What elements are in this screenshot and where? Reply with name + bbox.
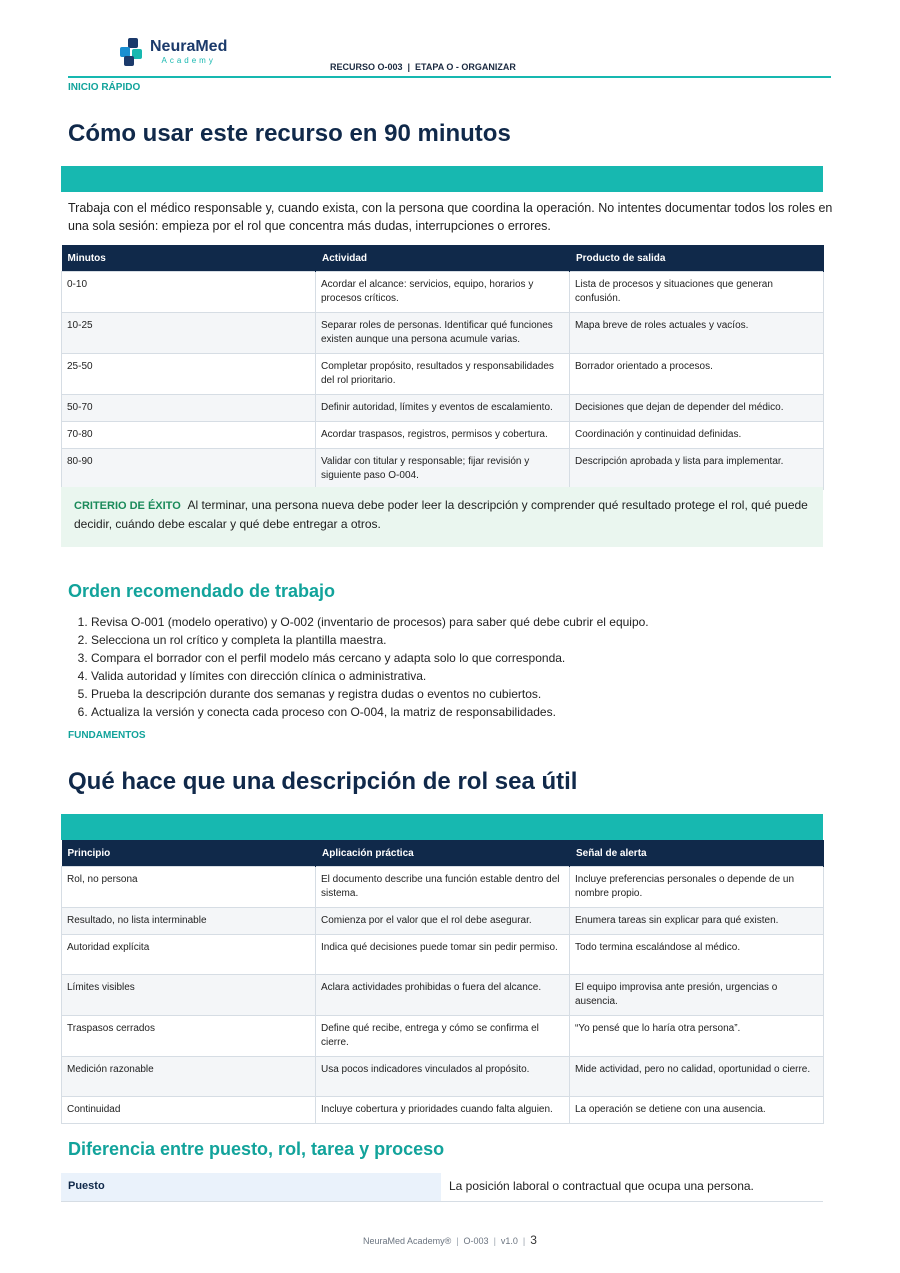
table-cell: Incluye preferencias personales o depende de un nombre propio. <box>570 867 824 908</box>
footer-version: v1.0 <box>500 1236 518 1246</box>
table-cell: Límites visibles <box>62 975 316 1016</box>
table-cell: El equipo improvisa ante presión, urgencias o ausencia. <box>570 975 824 1016</box>
callout-text: Al terminar, una persona nueva debe poder leer la descripción y comprender qué resultado protege el rol, qué puede decidir, cuándo debe escalar y qué debe entregar a otros. <box>74 498 808 531</box>
logo-cubes-icon <box>120 38 146 66</box>
section-heading-order: Orden recomendado de trabajo <box>68 581 336 601</box>
table-row <box>62 1057 824 1097</box>
table-cell: Medición razonable <box>62 1057 316 1097</box>
timing-table <box>61 245 824 490</box>
section-kicker-fundamentals: FUNDAMENTOS <box>68 730 146 741</box>
table-cell: Descripción aprobada y lista para implementar. <box>570 449 824 490</box>
table-cell: Define qué recibe, entrega y cómo se confirma el cierre. <box>316 1016 570 1057</box>
brand-logo <box>120 38 227 66</box>
table-cell: El documento describe una función estable dentro del sistema. <box>316 867 570 908</box>
table-cell: Validar con titular y responsable; fijar revisión y siguiente paso O-004. <box>316 449 570 490</box>
steps-list <box>68 613 851 721</box>
logo-name: NeuraMed <box>150 38 228 55</box>
table-cell: 0-10 <box>62 272 316 313</box>
list-item: 5. Prueba la descripción durante dos semanas y registra dudas o eventos no cubiertos. <box>91 685 851 703</box>
table-cell: Indica qué decisiones puede tomar sin pedir permiso. <box>316 935 570 975</box>
intro-paragraph: Trabaja con el médico responsable y, cuando exista, con la persona que coordina la operación. No intentes documentar todos los roles en una sola sesión: empieza por el rol que concentra más dudas, interrupciones o errores. <box>68 201 833 233</box>
principles-table <box>61 840 824 1124</box>
table-cell: Continuidad <box>62 1097 316 1124</box>
table-row <box>62 1016 824 1057</box>
table-cell: Completar propósito, resultados y responsabilidades del rol prioritario. <box>316 354 570 395</box>
list-item: 1. Revisa O-001 (modelo operativo) y O-002 (inventario de procesos) para saber qué debe cubrir el equipo. <box>91 613 851 631</box>
table-row <box>62 422 824 449</box>
page-footer: NeuraMed Academy® | O-003 | v1.0 | 3 <box>363 1233 537 1247</box>
table-cell: Comienza por el valor que el rol debe asegurar. <box>316 908 570 935</box>
footer-brand: NeuraMed Academy® <box>363 1236 452 1246</box>
table-header-row <box>62 245 824 272</box>
table-header-row <box>62 840 824 867</box>
header-title: RECURSO O-003 | ETAPA O - ORGANIZAR <box>330 62 516 72</box>
definition-row <box>61 1173 823 1202</box>
section-heading-differences: Diferencia entre puesto, rol, tarea y proceso <box>68 1139 445 1159</box>
success-criterion-callout <box>61 487 823 547</box>
table-cell: Todo termina escalándose al médico. <box>570 935 824 975</box>
column-header: Aplicación práctica <box>316 840 570 867</box>
table-cell: Enumera tareas sin explicar para qué existen. <box>570 908 824 935</box>
definition-term: Puesto <box>61 1173 441 1201</box>
table-row <box>62 313 824 354</box>
table-cell: 70-80 <box>62 422 316 449</box>
header-divider <box>68 76 831 78</box>
table-cell: Acordar traspasos, registros, permisos y cobertura. <box>316 422 570 449</box>
table-cell: Usa pocos indicadores vinculados al propósito. <box>316 1057 570 1097</box>
footer-code: O-003 <box>463 1236 489 1246</box>
logo-subtitle: Academy <box>161 56 216 65</box>
column-header: Minutos <box>62 245 316 272</box>
table-cell: 50-70 <box>62 395 316 422</box>
table-cell: Lista de procesos y situaciones que generan confusión. <box>570 272 824 313</box>
table-row <box>62 935 824 975</box>
table-cell: Decisiones que dejan de depender del médico. <box>570 395 824 422</box>
table-row <box>62 354 824 395</box>
table-cell: Coordinación y continuidad definidas. <box>570 422 824 449</box>
table-cell: “Yo pensé que lo haría otra persona”. <box>570 1016 824 1057</box>
column-header: Señal de alerta <box>570 840 824 867</box>
definition-text: La posición laboral o contractual que ocupa una persona. <box>449 1179 754 1193</box>
callout-tag: CRITERIO DE ÉXITO <box>74 500 181 512</box>
table-cell: Mapa breve de roles actuales y vacíos. <box>570 313 824 354</box>
table-cell: 10-25 <box>62 313 316 354</box>
section-banner <box>61 814 823 840</box>
table-cell: Rol, no persona <box>62 867 316 908</box>
table-row <box>62 867 824 908</box>
table-cell: Aclara actividades prohibidas o fuera del alcance. <box>316 975 570 1016</box>
page-title: Cómo usar este recurso en 90 minutos <box>68 120 511 147</box>
table-cell: Borrador orientado a procesos. <box>570 354 824 395</box>
column-header: Principio <box>62 840 316 867</box>
list-item: 4. Valida autoridad y límites con dirección clínica o administrativa. <box>91 667 851 685</box>
table-cell: Definir autoridad, límites y eventos de escalamiento. <box>316 395 570 422</box>
table-cell: 25-50 <box>62 354 316 395</box>
section-kicker-quickstart: INICIO RÁPIDO <box>68 82 141 93</box>
section-banner <box>61 166 823 192</box>
table-cell: Autoridad explícita <box>62 935 316 975</box>
table-row <box>62 395 824 422</box>
column-header: Producto de salida <box>570 245 824 272</box>
table-row <box>62 449 824 490</box>
table-row <box>62 908 824 935</box>
list-item: 2. Selecciona un rol crítico y completa la plantilla maestra. <box>91 631 851 649</box>
list-item: 6. Actualiza la versión y conecta cada proceso con O-004, la matriz de responsabilidades. <box>91 703 851 721</box>
section-title-fundamentals: Qué hace que una descripción de rol sea útil <box>68 768 578 795</box>
table-cell: Acordar el alcance: servicios, equipo, horarios y procesos críticos. <box>316 272 570 313</box>
column-header: Actividad <box>316 245 570 272</box>
page-number: 3 <box>530 1233 537 1247</box>
table-row <box>62 975 824 1016</box>
table-cell: La operación se detiene con una ausencia. <box>570 1097 824 1124</box>
table-cell: Mide actividad, pero no calidad, oportunidad o cierre. <box>570 1057 824 1097</box>
table-cell: Separar roles de personas. Identificar qué funciones existen aunque una persona acumule varias. <box>316 313 570 354</box>
table-cell: 80-90 <box>62 449 316 490</box>
table-row <box>62 1097 824 1124</box>
table-cell: Resultado, no lista interminable <box>62 908 316 935</box>
table-row <box>62 272 824 313</box>
table-cell: Traspasos cerrados <box>62 1016 316 1057</box>
list-item: 3. Compara el borrador con el perfil modelo más cercano y adapta solo lo que corresponda. <box>91 649 851 667</box>
table-cell: Incluye cobertura y prioridades cuando falta alguien. <box>316 1097 570 1124</box>
